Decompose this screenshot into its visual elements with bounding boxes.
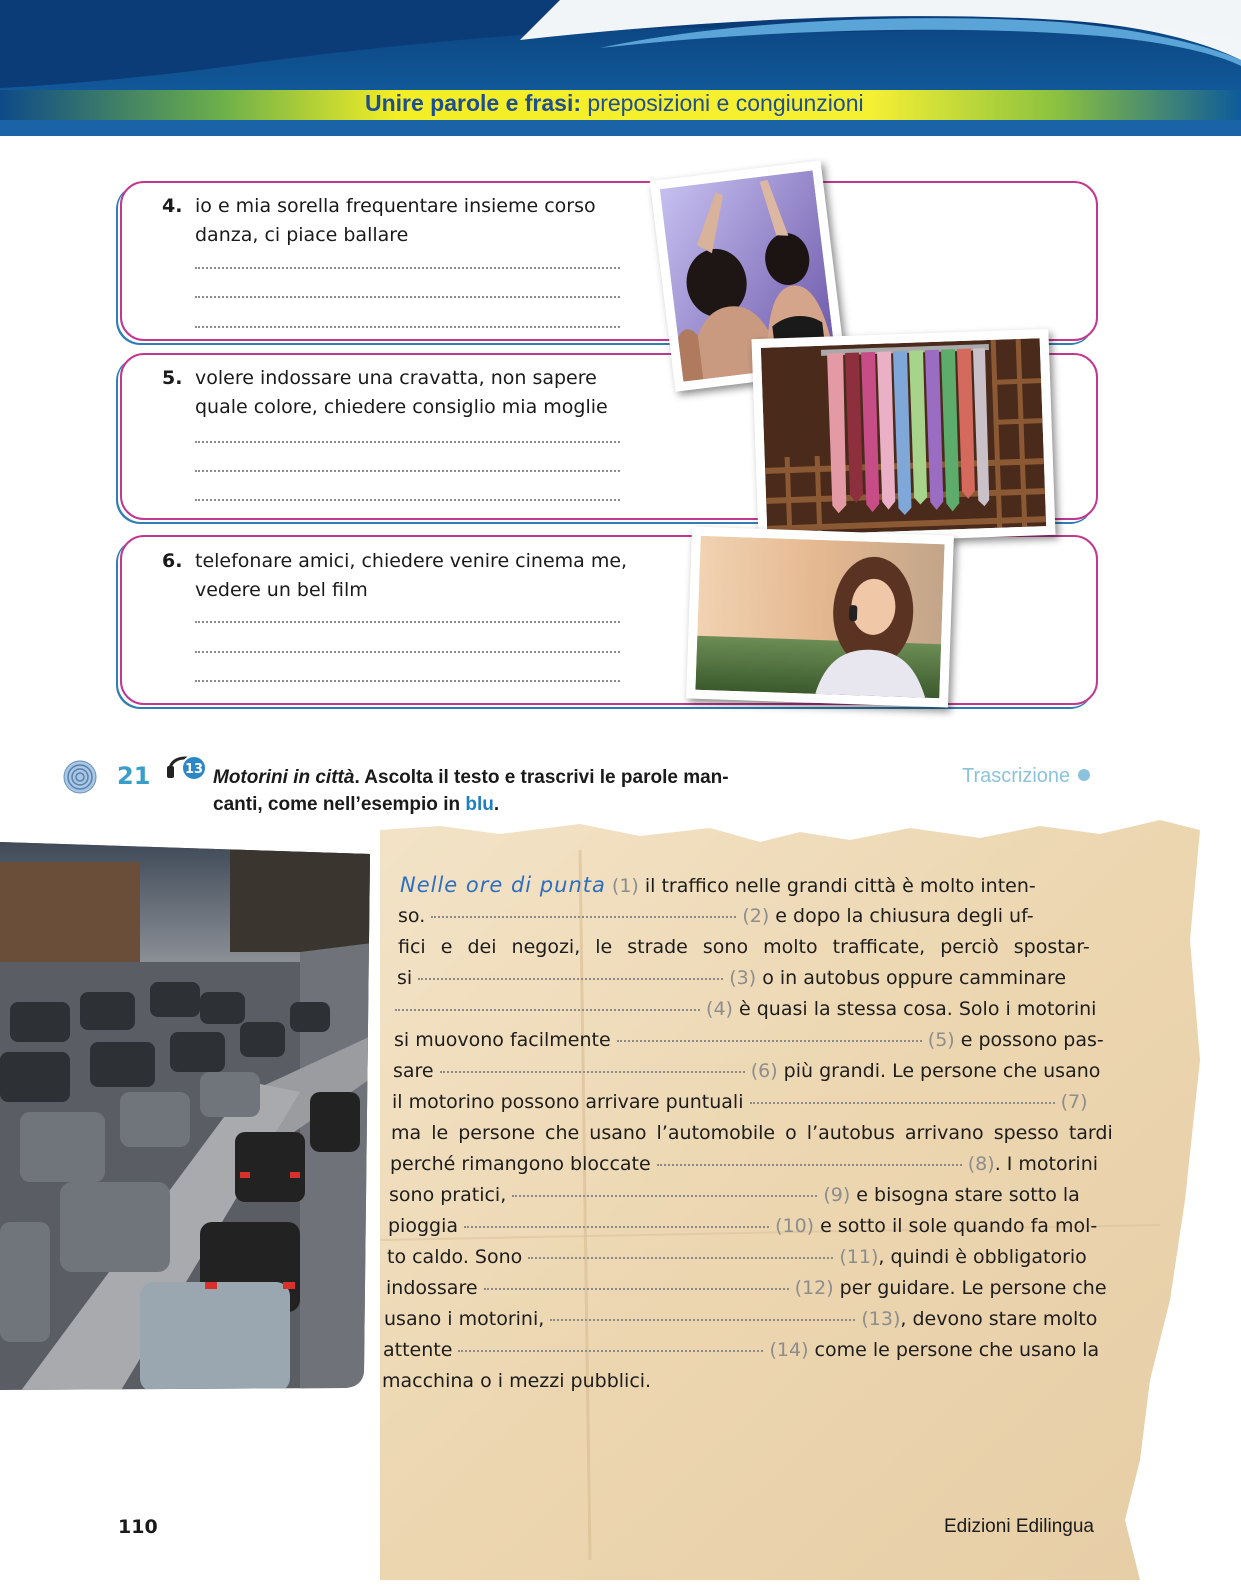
passage-line: (4) è quasi la stessa cosa. Solo i motorini — [395, 995, 1096, 1023]
audio-track-number: 13 — [184, 762, 204, 777]
passage-line: sare (6) più grandi. Le persone che usano — [393, 1060, 1101, 1082]
passage-line: to caldo. Sono (11), quindi è obbligatorio — [387, 1246, 1087, 1268]
passage-line: macchina o i mezzi pubblici. — [382, 1370, 652, 1392]
spiral-icon — [63, 760, 97, 794]
example-answer: Nelle ore di punta — [400, 873, 606, 897]
passage-line: indossare (12) per guidare. Le persone che — [386, 1277, 1107, 1299]
page-section-title: Unire parole e frasi: preposizioni e congiunzioni — [365, 90, 864, 116]
passage-line: perché rimangono bloccate (8). I motorini — [390, 1153, 1099, 1175]
answer-line[interactable] — [195, 296, 620, 298]
answer-line[interactable] — [195, 441, 620, 443]
passage-line: ma le persone che usano l’automobile o l’autobus arrivano spesso tardi — [391, 1122, 1113, 1144]
answer-line[interactable] — [195, 621, 620, 623]
bullet-icon — [1078, 769, 1090, 781]
answer-line[interactable] — [195, 651, 620, 653]
activity-instruction: Motorini in città. Ascolta il testo e trascrivi le parole man- canti, come nell’esempio in blu. — [213, 767, 729, 815]
answer-line[interactable] — [195, 680, 620, 682]
passage-line: il motorino possono arrivare puntuali (7) — [392, 1091, 1088, 1113]
activity-number: 21 — [117, 762, 151, 790]
page-number: 110 — [118, 1516, 158, 1538]
passage-line: si (3) o in autobus oppure camminare — [397, 967, 1067, 989]
transcription-link[interactable]: Trascrizione — [962, 765, 1090, 788]
publisher-name: Edizioni Edilingua — [944, 1516, 1094, 1537]
passage-line: si muovono facilmente (5) e possono pas- — [394, 1029, 1104, 1051]
old-paper-background — [380, 820, 1220, 1580]
answer-line[interactable] — [195, 267, 620, 269]
photo-ties — [751, 329, 1055, 545]
passage-line: usano i motorini, (13), devono stare molto — [384, 1308, 1098, 1330]
photo-city-traffic — [0, 842, 380, 1392]
passage-line: sono pratici, (9) e bisogna stare sotto la — [389, 1184, 1080, 1206]
passage-line: attente (14) come le persone che usano la — [383, 1339, 1100, 1361]
answer-line[interactable] — [195, 326, 620, 328]
passage-line: Nelle ore di punta (1) il traffico nelle grandi città è molto inten- — [400, 873, 1036, 897]
passage-line: pioggia (10) e sotto il sole quando fa mol- — [388, 1215, 1098, 1237]
answer-line[interactable] — [195, 470, 620, 472]
passage-line: fici e dei negozi, le strade sono molto trafficate, perciò spostar- — [398, 936, 1090, 958]
passage-line: so. (2) e dopo la chiusura degli uf- — [398, 905, 1034, 927]
photo-woman-phone — [686, 526, 954, 707]
headphones-icon[interactable] — [164, 746, 210, 782]
header-banner — [0, 0, 1241, 140]
answer-line[interactable] — [195, 499, 620, 501]
